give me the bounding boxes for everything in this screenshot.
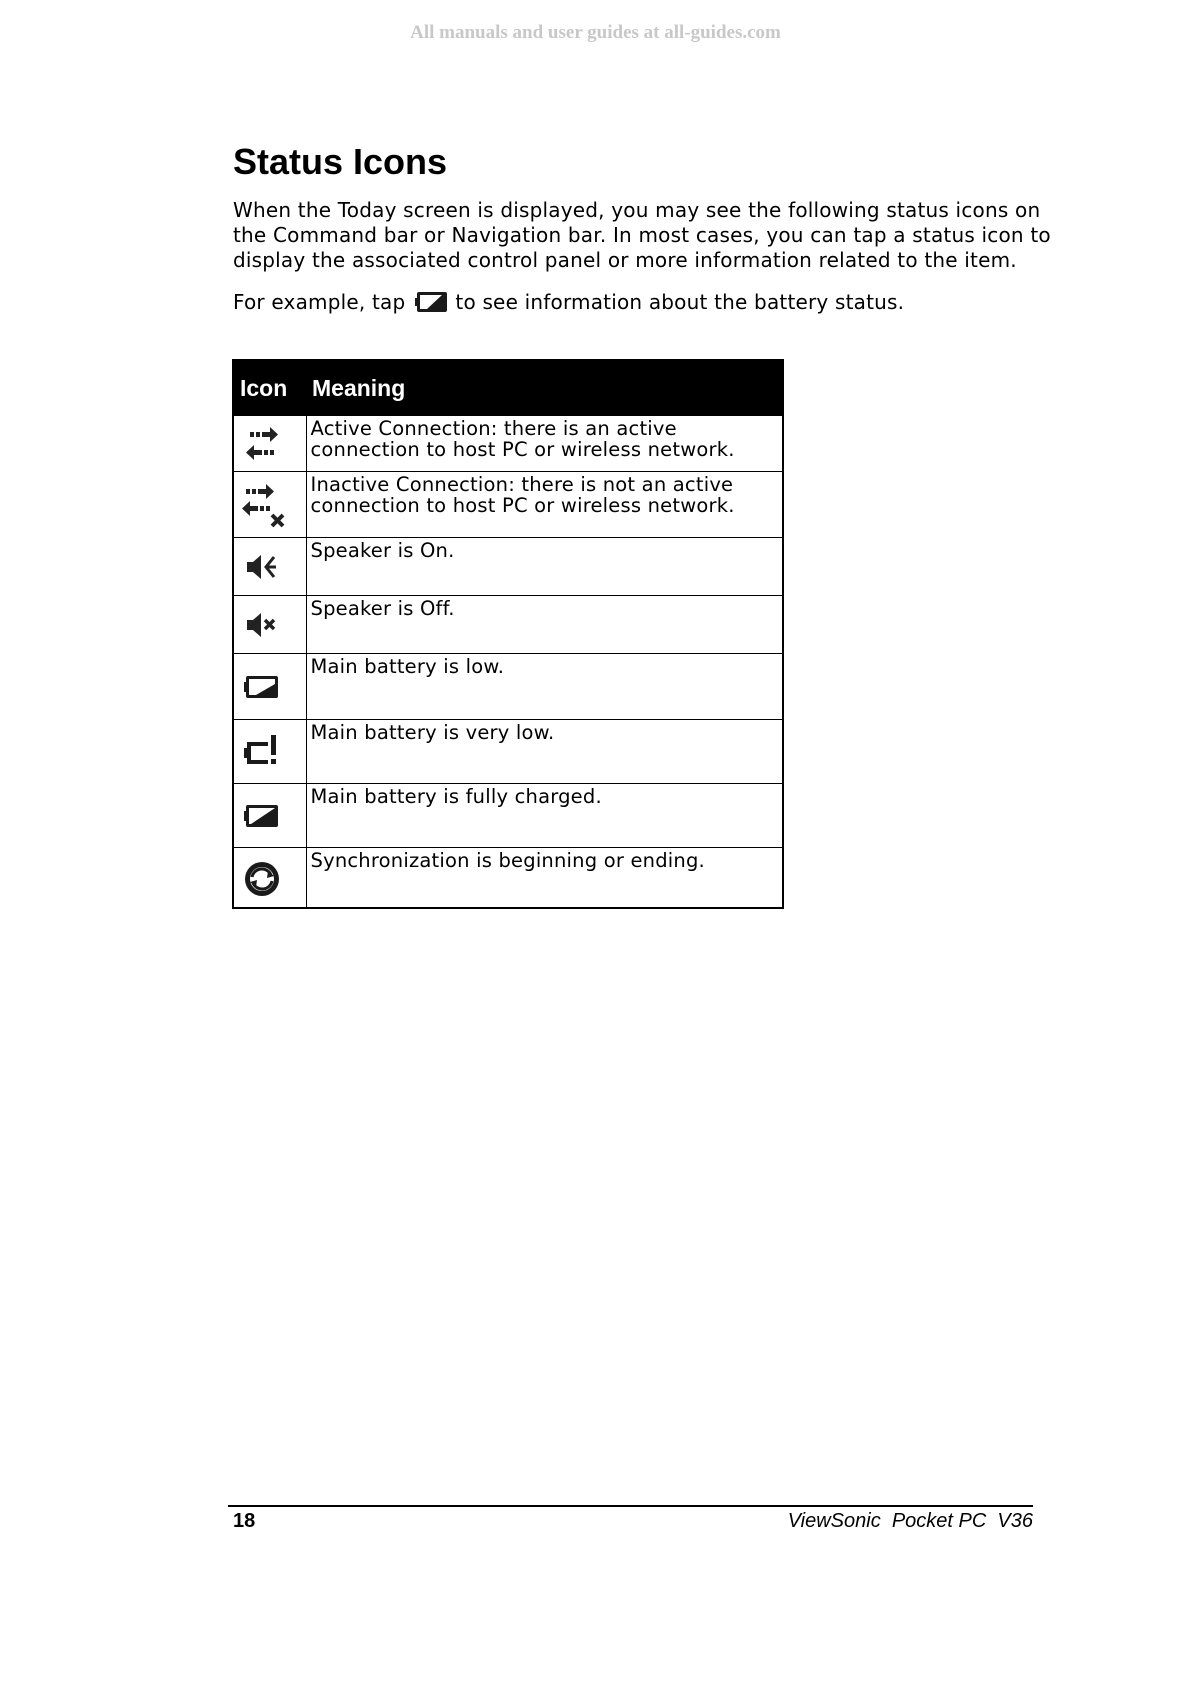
battery-full-icon <box>415 290 449 314</box>
active-connection-icon <box>238 420 306 468</box>
table-row <box>233 654 783 720</box>
table-row <box>233 596 783 654</box>
header-meaning: Meaning <box>306 360 783 416</box>
sync-icon <box>238 853 306 901</box>
meaning-cell: Inactive Connection: there is not an active connection to host PC or wireless network. <box>306 472 783 538</box>
table-row <box>233 720 783 784</box>
speaker-off-icon <box>238 601 306 649</box>
meaning-cell: Main battery is low. <box>306 654 783 720</box>
status-icons-table <box>232 359 784 909</box>
page-title: Status Icons <box>233 141 448 182</box>
meaning-cell: Synchronization is beginning or ending. <box>306 848 783 908</box>
example-text-before: For example, tap <box>233 290 406 314</box>
meaning-cell: Main battery is very low. <box>306 720 783 784</box>
icon-cell <box>233 472 306 538</box>
icon-cell <box>233 654 306 720</box>
meaning-cell: Main battery is fully charged. <box>306 784 783 848</box>
battery-full-icon <box>238 792 306 840</box>
icon-cell <box>233 848 306 908</box>
icon-cell <box>233 720 306 784</box>
battery-low-icon <box>238 663 306 711</box>
battery-very-low-icon <box>238 728 306 776</box>
icon-cell <box>233 596 306 654</box>
icon-cell <box>233 538 306 596</box>
watermark: All manuals and user guides at all-guides.com <box>410 22 781 43</box>
document-title: ViewSonic Pocket PC V36 <box>787 1510 1033 1532</box>
example-paragraph <box>233 287 904 317</box>
intro-paragraph: When the Today screen is displayed, you may see the following status icons on the Command bar or Navigation bar. In most cases, you can tap a status icon to display the associated control panel or more information related to the item. <box>233 198 1051 272</box>
icon-cell <box>233 784 306 848</box>
table-row <box>233 416 783 472</box>
meaning-cell: Active Connection: there is an active connection to host PC or wireless network. <box>306 416 783 472</box>
page-number: 18 <box>233 1510 256 1532</box>
table-header-row <box>233 360 783 416</box>
icon-cell <box>233 416 306 472</box>
header-icon: Icon <box>233 360 306 416</box>
meaning-cell: Speaker is Off. <box>306 596 783 654</box>
table-row <box>233 848 783 908</box>
table-row <box>233 784 783 848</box>
meaning-cell: Speaker is On. <box>306 538 783 596</box>
table-row <box>233 472 783 538</box>
table-row <box>233 538 783 596</box>
footer-rule <box>228 1505 1033 1507</box>
example-text-after: to see information about the battery status. <box>455 290 905 314</box>
inactive-connection-icon <box>238 481 306 529</box>
speaker-on-icon <box>238 543 306 591</box>
